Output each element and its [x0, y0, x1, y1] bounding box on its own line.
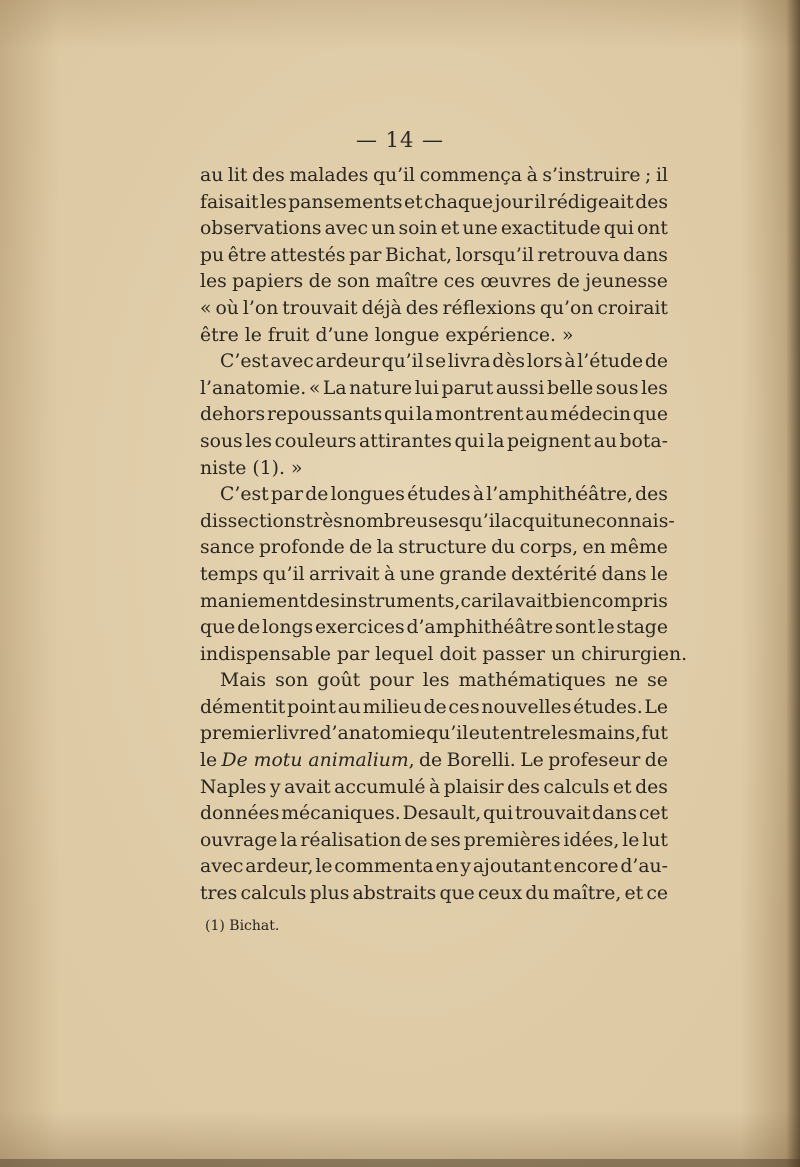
text-line: C’est par de longues études à l’amphithéâtre, des: [220, 484, 668, 506]
footnote: (1) Bichat.: [205, 918, 280, 934]
text-line: temps qu’il arrivait à une grande dextérité dans le: [200, 563, 668, 585]
page-edge-shadow: [786, 0, 800, 1167]
text-line: l’anatomie. « La nature lui parut aussi belle sous les: [200, 377, 668, 399]
text-line: Mais son goût pour les mathématiques ne se: [220, 670, 668, 692]
text-line: C’est avec ardeur qu’il se livra dès lors à l’étude de: [220, 351, 668, 373]
text-line: dehors repoussants qui la montrent au médecin que: [200, 404, 668, 426]
text-line: que de longs exercices d’amphithéâtre sont le stage: [200, 617, 668, 639]
text-line: faisait les pansements et chaque jour il rédigeait des: [200, 191, 668, 213]
text-line: avec ardeur, le commenta en y ajoutant encore d’au-: [200, 856, 668, 878]
text-line: ouvrage la réalisation de ses premières idées, le lut: [200, 829, 668, 851]
page-number: — 14 —: [355, 128, 445, 152]
text-line: sous les couleurs attirantes qui la peignent au bota-: [200, 430, 668, 452]
text-line: Naples y avait accumulé à plaisir des calculs et des: [200, 776, 668, 798]
text-line: dissections très nombreuses qu’il acquit une connais-: [200, 510, 675, 532]
text-line: maniement des instruments, car il avait bien compris: [200, 590, 668, 612]
text-line: pu être attestés par Bichat, lorsqu’il retrouva dans: [200, 244, 668, 266]
text-line: sance profonde de la structure du corps, en même: [200, 537, 668, 559]
text-line: au lit des malades qu’il commença à s’instruire ; il: [200, 165, 668, 186]
text-line: données mécaniques. Desault, qui trouvait dans cet: [200, 803, 668, 825]
text-line: démentit point au milieu de ces nouvelles études. Le: [200, 696, 668, 718]
text-line: observations avec un soin et une exactitude qui ont: [200, 218, 668, 240]
text-line: les papiers de son maître ces œuvres de jeunesse: [200, 271, 668, 293]
body-text: [200, 163, 688, 908]
text-line: être le fruit d’une longue expérience. »: [200, 324, 574, 346]
text-line: indispensable par lequel doit passer un chirurgien.: [200, 643, 688, 665]
text-line: niste (1). »: [200, 457, 303, 479]
text-line: « où l’on trouvait déjà des réflexions qu’on croirait: [200, 297, 668, 319]
text-line: tres calculs plus abstraits que ceux du maître, et ce: [200, 883, 668, 905]
text-line: le De motu animalium, de Borelli. Le profeseur de: [200, 750, 668, 772]
text-line: premier livre d’anatomie qu’il eut entre les mains, fut: [200, 723, 668, 745]
page-bottom-edge: [0, 1159, 800, 1167]
